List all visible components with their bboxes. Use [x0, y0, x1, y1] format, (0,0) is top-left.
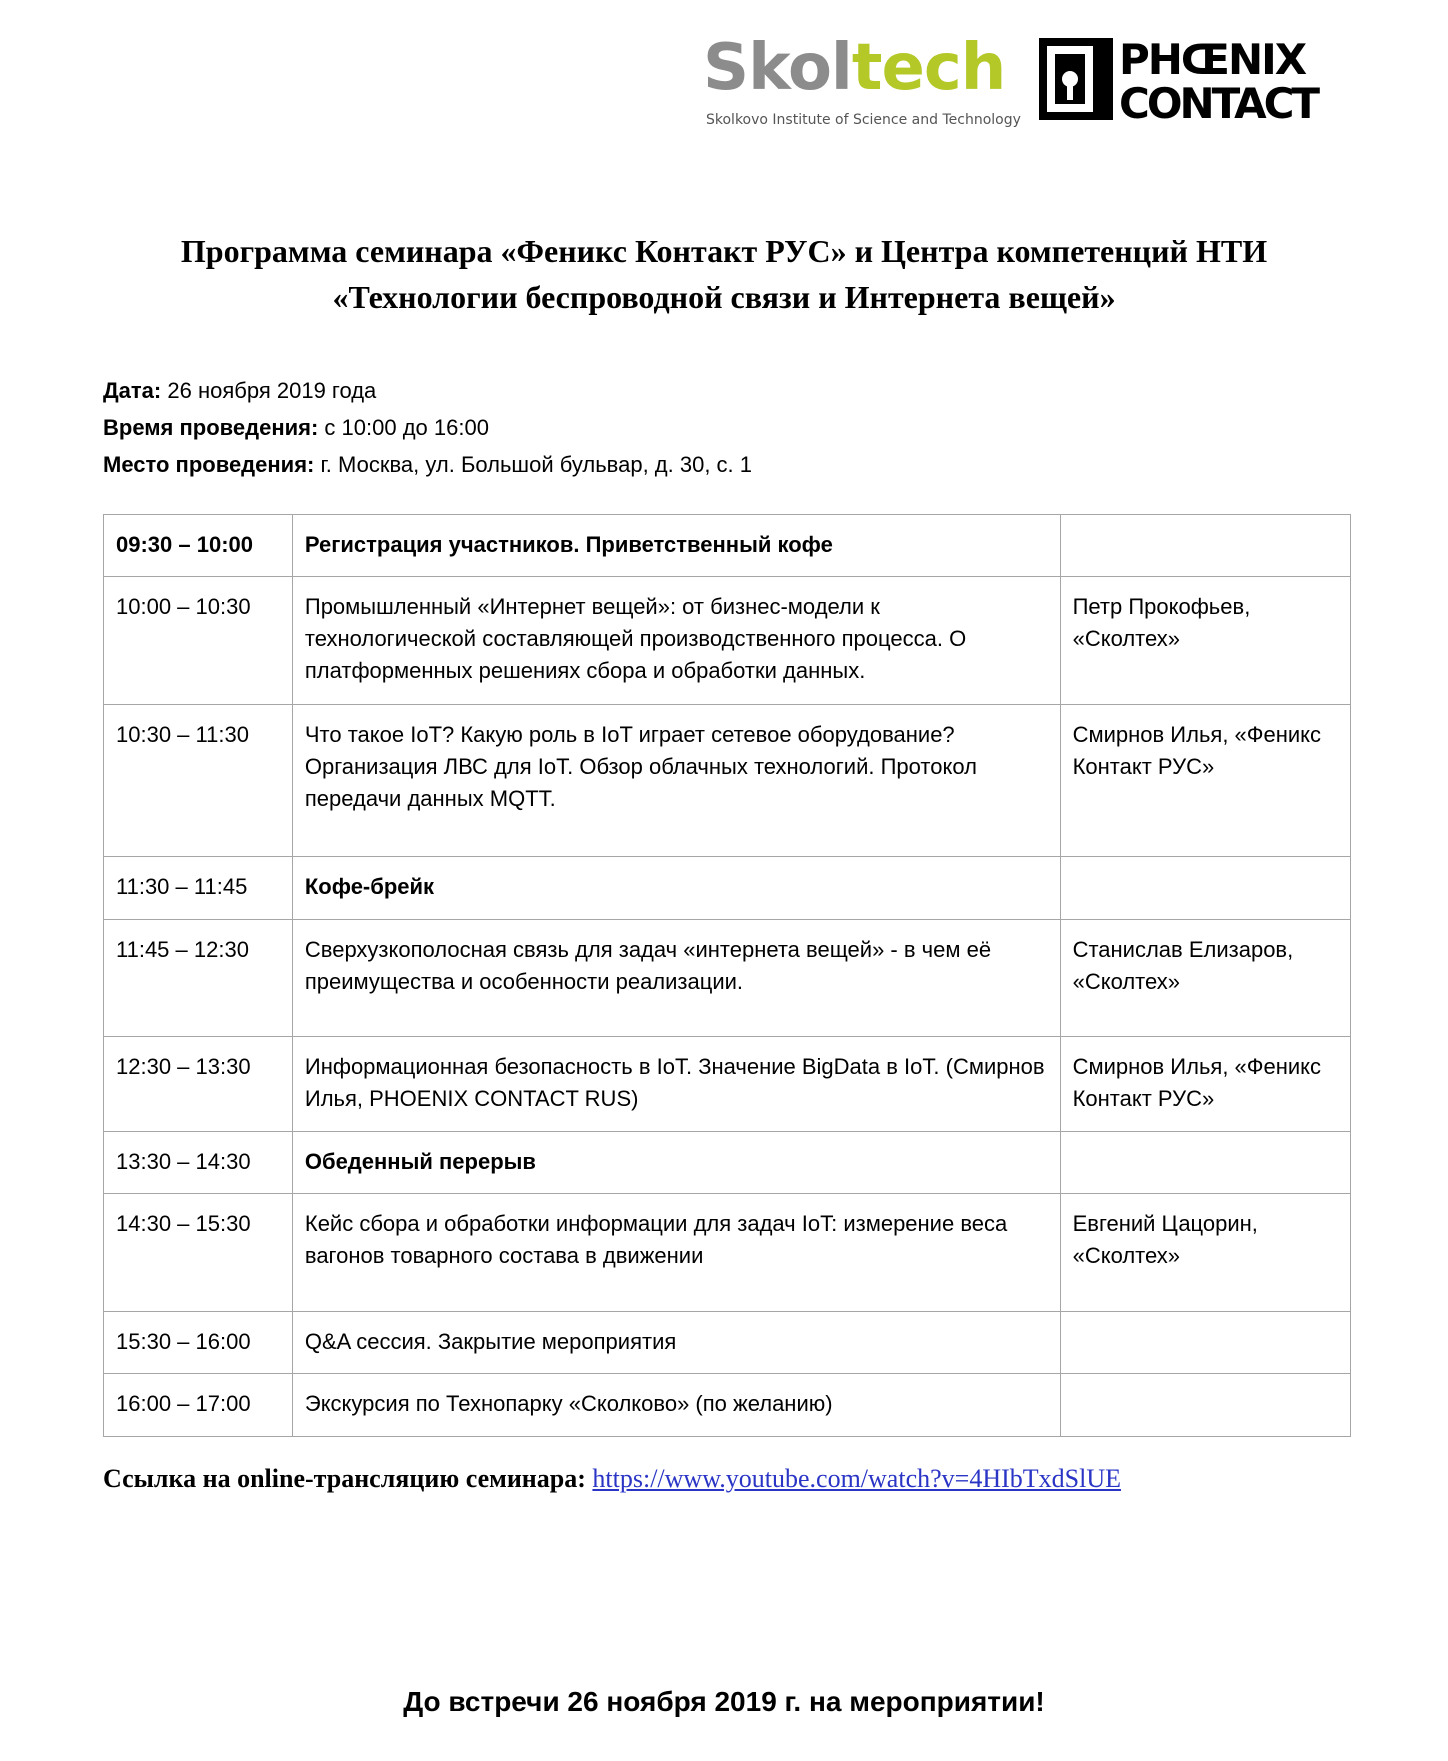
- row-time: 15:30 – 16:00: [104, 1312, 293, 1374]
- row-topic: Информационная безопасность в IoT. Значение BigData в IoT. (Смирнов Илья, PHOENIX CONTACT RUS): [292, 1037, 1060, 1132]
- place-row: [103, 446, 752, 483]
- table-row: [104, 577, 1351, 705]
- table-row: [104, 1312, 1351, 1374]
- date-label: Дата:: [103, 378, 162, 403]
- svg-text:CONTACT: CONTACT: [1119, 79, 1318, 124]
- footer-greeting: До встречи 26 ноября 2019 г. на мероприятии!: [403, 1686, 1045, 1717]
- date-row: [103, 372, 752, 409]
- row-time: 12:30 – 13:30: [104, 1037, 293, 1132]
- table-row: [104, 1194, 1351, 1312]
- row-topic: Экскурсия по Технопарку «Сколково» (по желанию): [292, 1374, 1060, 1437]
- stream-link-line: [103, 1464, 1121, 1494]
- row-topic: Q&A сессия. Закрытие мероприятия: [292, 1312, 1060, 1374]
- row-topic: Что такое IoT? Какую роль в IoT играет сетевое оборудование? Организация ЛВС для IoT. Обзор облачных технологий. Протокол передачи данных MQTT.: [292, 705, 1060, 857]
- row-topic: Кофе-брейк: [292, 857, 1060, 920]
- svg-text:PHŒNIX: PHŒNIX: [1119, 35, 1306, 84]
- row-time: 11:45 – 12:30: [104, 920, 293, 1037]
- skoltech-logo: [703, 31, 1023, 128]
- row-speaker: [1060, 515, 1350, 577]
- table-row: [104, 857, 1351, 920]
- title-line-1: Программа семинара «Феникс Контакт РУС» и Центра компетенций НТИ: [180, 233, 1268, 269]
- table-row: [104, 1132, 1351, 1194]
- place-value: г. Москва, ул. Большой бульвар, д. 30, с. 1: [314, 452, 753, 477]
- page-title: [0, 228, 1448, 320]
- row-time: 11:30 – 11:45: [104, 857, 293, 920]
- stream-label: Ссылка на online-трансляцию семинара:: [103, 1464, 586, 1493]
- row-speaker: Петр Прокофьев, «Сколтех»: [1060, 577, 1350, 705]
- logo-area: [695, 30, 1385, 130]
- place-label: Место проведения:: [103, 452, 315, 477]
- time-value: с 10:00 до 16:00: [318, 415, 489, 440]
- row-speaker: [1060, 857, 1350, 920]
- row-speaker: Смирнов Илья, «Феникс Контакт РУС»: [1060, 1037, 1350, 1132]
- table-row: [104, 920, 1351, 1037]
- time-label: Время проведения:: [103, 415, 319, 440]
- row-speaker: [1060, 1312, 1350, 1374]
- row-time: 13:30 – 14:30: [104, 1132, 293, 1194]
- row-time: 10:00 – 10:30: [104, 577, 293, 705]
- title-line-2: «Технологии беспроводной связи и Интернета вещей»: [332, 279, 1116, 315]
- row-speaker: [1060, 1374, 1350, 1437]
- stream-link[interactable]: https://www.youtube.com/watch?v=4HIbTxdSlUE: [592, 1464, 1121, 1493]
- time-row: [103, 409, 752, 446]
- event-info: [103, 372, 752, 483]
- row-speaker: [1060, 1132, 1350, 1194]
- row-speaker: Евгений Цацорин, «Сколтех»: [1060, 1194, 1350, 1312]
- schedule-table: [103, 514, 1351, 1437]
- row-speaker: Смирнов Илья, «Феникс Контакт РУС»: [1060, 705, 1350, 857]
- table-row: [104, 705, 1351, 857]
- row-topic: Кейс сбора и обработки информации для задач IoT: измерение веса вагонов товарного состава в движении: [292, 1194, 1060, 1312]
- table-row: [104, 1037, 1351, 1132]
- date-value: 26 ноября 2019 года: [161, 378, 377, 403]
- table-row: [104, 1374, 1351, 1437]
- table-row: [104, 515, 1351, 577]
- row-time: 16:00 – 17:00: [104, 1374, 293, 1437]
- row-topic: Сверхузкополосная связь для задач «интернета вещей» - в чем её преимущества и особенности реализации.: [292, 920, 1060, 1037]
- row-topic: Регистрация участников. Приветственный кофе: [292, 515, 1060, 577]
- row-topic: Промышленный «Интернет вещей»: от бизнес-модели к технологической составляющей производственного процесса. О платформенных решениях сбора и обработки данных.: [292, 577, 1060, 705]
- skoltech-wordmark: Skoltech: [703, 31, 1006, 105]
- row-time: 09:30 – 10:00: [104, 515, 293, 577]
- row-topic: Обеденный перерыв: [292, 1132, 1060, 1194]
- phoenix-contact-logo: [1037, 34, 1377, 124]
- row-speaker: Станислав Елизаров, «Сколтех»: [1060, 920, 1350, 1037]
- skoltech-subtitle: Skolkovo Institute of Science and Technology: [706, 112, 1021, 128]
- row-time: 10:30 – 11:30: [104, 705, 293, 857]
- row-time: 14:30 – 15:30: [104, 1194, 293, 1312]
